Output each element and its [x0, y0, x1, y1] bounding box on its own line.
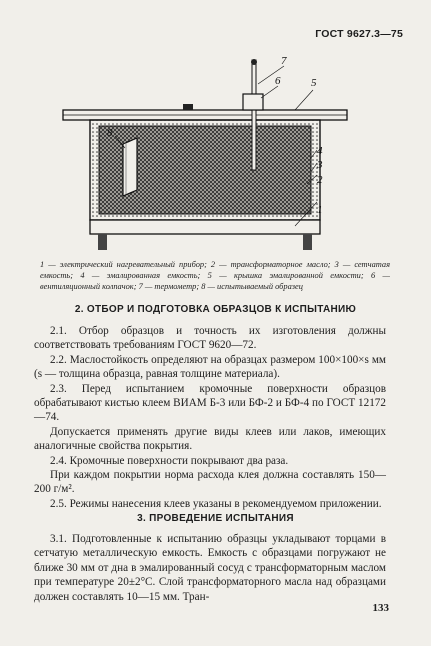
paragraph: 2.4. Кромочные поверхности покрывают два раза. [50, 454, 289, 467]
paragraph: Допускается применять другие виды клеев или лаков, имеющих аналогичные свойства покрытия. [34, 425, 386, 453]
apparatus-figure [55, 50, 355, 260]
section-2-body [34, 324, 386, 511]
figure-label-7: 7 [281, 55, 287, 67]
vent-cap [243, 94, 263, 110]
figure-label-6: 6 [275, 75, 281, 87]
document-header: ГОСТ 9627.3—75 [315, 28, 403, 40]
figure-label-3: 3 [317, 159, 323, 171]
paragraph: 3.1. Подготовленные к испытанию образцы укладывают торцами в сетчатую металлическую емкость. Емкость с образцами погружают не ближе 30 мм от дна в эмалированный сосуд с трансформаторным маслом при температуре 20±2°С. Слой трансформаторного масла над образцами должен составлять 10—15 мм. Тран- [34, 533, 386, 603]
figure-label-2: 2 [317, 174, 323, 186]
section-3-title: 3. ПРОВЕДЕНИЕ ИСПЫТАНИЯ [137, 513, 294, 524]
paragraph: При каждом покрытии норма расхода клея должна составлять 150—200 г/м². [34, 469, 386, 496]
figure-label-5: 5 [311, 77, 317, 89]
figure-label-1: 1 [317, 204, 323, 216]
figure-caption: 1 — электрический нагревательный прибор; 2 — трансформаторное масло; 3 — сетчатая емкость; 4 — эмалированная емкость; 5 — крышка эмалированной емкости; 6 — вентиляционный колпачок; 7 — термометр; 8 — испытываемый образец [40, 260, 390, 291]
paragraph: 2.2. Маслостойкость определяют на образцах размером 100×100×s мм (s — толщина образца, равная толщине материала). [34, 353, 386, 381]
thermometer [252, 60, 256, 170]
figure-label-8: 8 [107, 127, 113, 139]
section-3-body [34, 532, 386, 604]
figure-label-4: 4 [317, 145, 323, 157]
heater-stand [90, 220, 320, 234]
section-2-title: 2. ОТБОР И ПОДГОТОВКА ОБРАЗЦОВ К ИСПЫТАНИЮ [74, 304, 357, 315]
paragraph: 2.5. Режимы нанесения клеев указаны в рекомендуемом приложении. [50, 497, 382, 510]
page-number: 133 [372, 602, 389, 614]
specimen [123, 138, 137, 196]
paragraph: 2.3. Перед испытанием кромочные поверхности образцов обрабатывают кистью клеем ВИАМ Б-3 или БФ-2 и БФ-4 по ГОСТ 12172—74. [34, 382, 386, 424]
paragraph: 2.1. Отбор образцов и точность их изготовления должны соответствовать требованиям ГОСТ 9620—72. [34, 325, 386, 352]
